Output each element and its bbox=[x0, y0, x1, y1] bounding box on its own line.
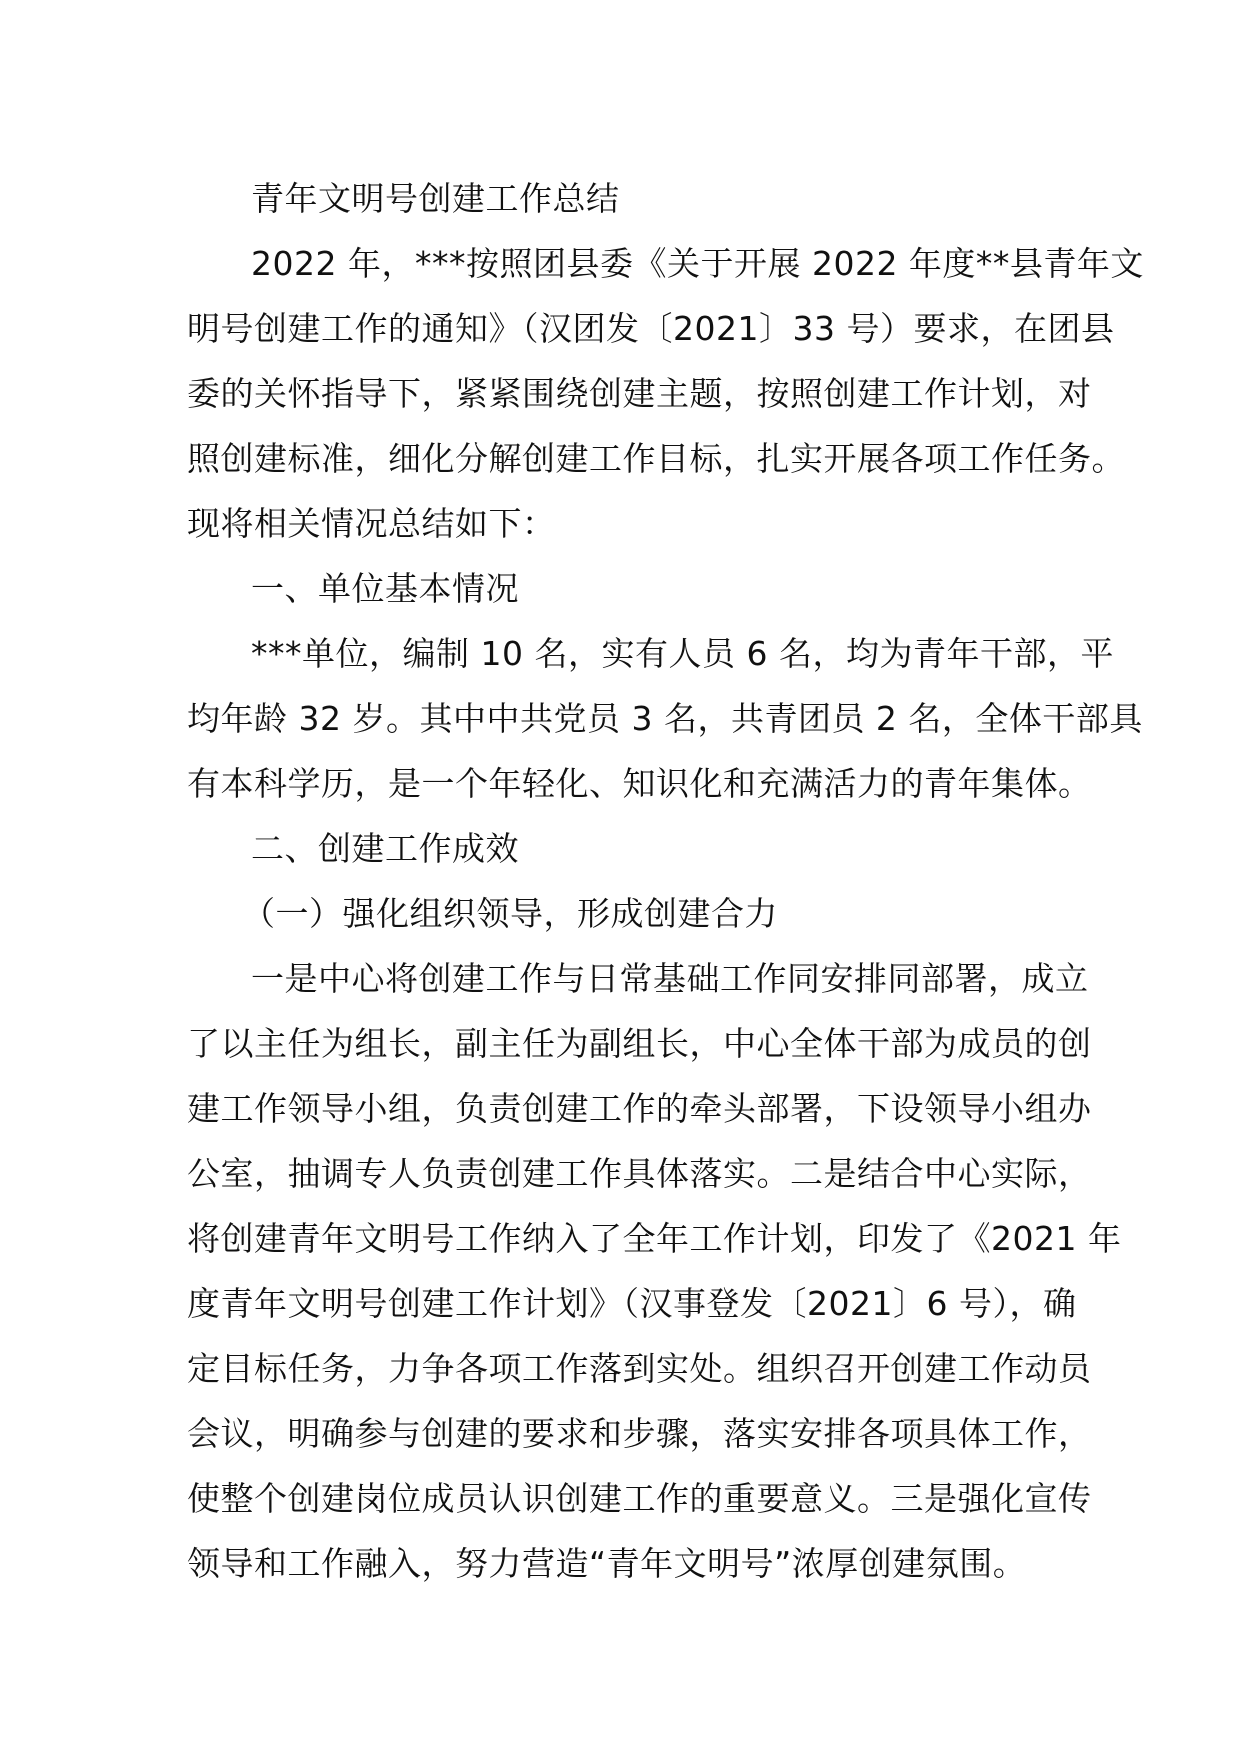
intro-line: 照创建标准，细化分解创建工作目标，扎实开展各项工作任务。 bbox=[187, 439, 1125, 478]
subsection-heading-leadership: （一）强化组织领导，形成创建合力 bbox=[242, 894, 778, 933]
subsection1-line: 建工作领导小组，负责创建工作的牵头部署，下设领导小组办 bbox=[187, 1089, 1092, 1128]
subsection1-line: 了以主任为组长，副主任为副组长，中心全体干部为成员的创 bbox=[187, 1024, 1092, 1063]
section1-line: ***单位，编制 10 名，实有人员 6 名，均为青年干部，平 bbox=[251, 634, 1114, 673]
intro-line: 现将相关情况总结如下： bbox=[187, 504, 556, 543]
section-heading-basic-info: 一、单位基本情况 bbox=[251, 569, 519, 608]
subsection1-line: 使整个创建岗位成员认识创建工作的重要意义。三是强化宣传 bbox=[187, 1479, 1092, 1518]
subsection1-line: 一是中心将创建工作与日常基础工作同安排同部署，成立 bbox=[251, 959, 1089, 998]
subsection1-line: 领导和工作融入，努力营造“青年文明号”浓厚创建氛围。 bbox=[187, 1544, 1027, 1583]
section-heading-results: 二、创建工作成效 bbox=[251, 829, 519, 868]
document-body bbox=[187, 166, 1144, 1596]
document-title: 青年文明号创建工作总结 bbox=[251, 179, 620, 218]
section1-line: 有本科学历，是一个年轻化、知识化和充满活力的青年集体。 bbox=[187, 764, 1092, 803]
subsection1-line: 公室，抽调专人负责创建工作具体落实。二是结合中心实际， bbox=[187, 1154, 1092, 1193]
intro-line: 2022 年，***按照团县委《关于开展 2022 年度**县青年文 bbox=[251, 244, 1144, 283]
subsection1-line: 定目标任务，力争各项工作落到实处。组织召开创建工作动员 bbox=[187, 1349, 1092, 1388]
subsection1-line: 会议，明确参与创建的要求和步骤，落实安排各项具体工作， bbox=[187, 1414, 1092, 1453]
intro-line: 明号创建工作的通知》（汉团发〔2021〕33 号）要求，在团县 bbox=[187, 309, 1115, 348]
section1-line: 均年龄 32 岁。其中中共党员 3 名，共青团员 2 名，全体干部具 bbox=[187, 699, 1143, 738]
subsection1-line: 度青年文明号创建工作计划》（汉事登发〔2021〕6 号），确 bbox=[187, 1284, 1077, 1323]
subsection1-line: 将创建青年文明号工作纳入了全年工作计划，印发了《2021 年 bbox=[187, 1219, 1122, 1258]
intro-line: 委的关怀指导下，紧紧围绕创建主题，按照创建工作计划，对 bbox=[187, 374, 1092, 413]
